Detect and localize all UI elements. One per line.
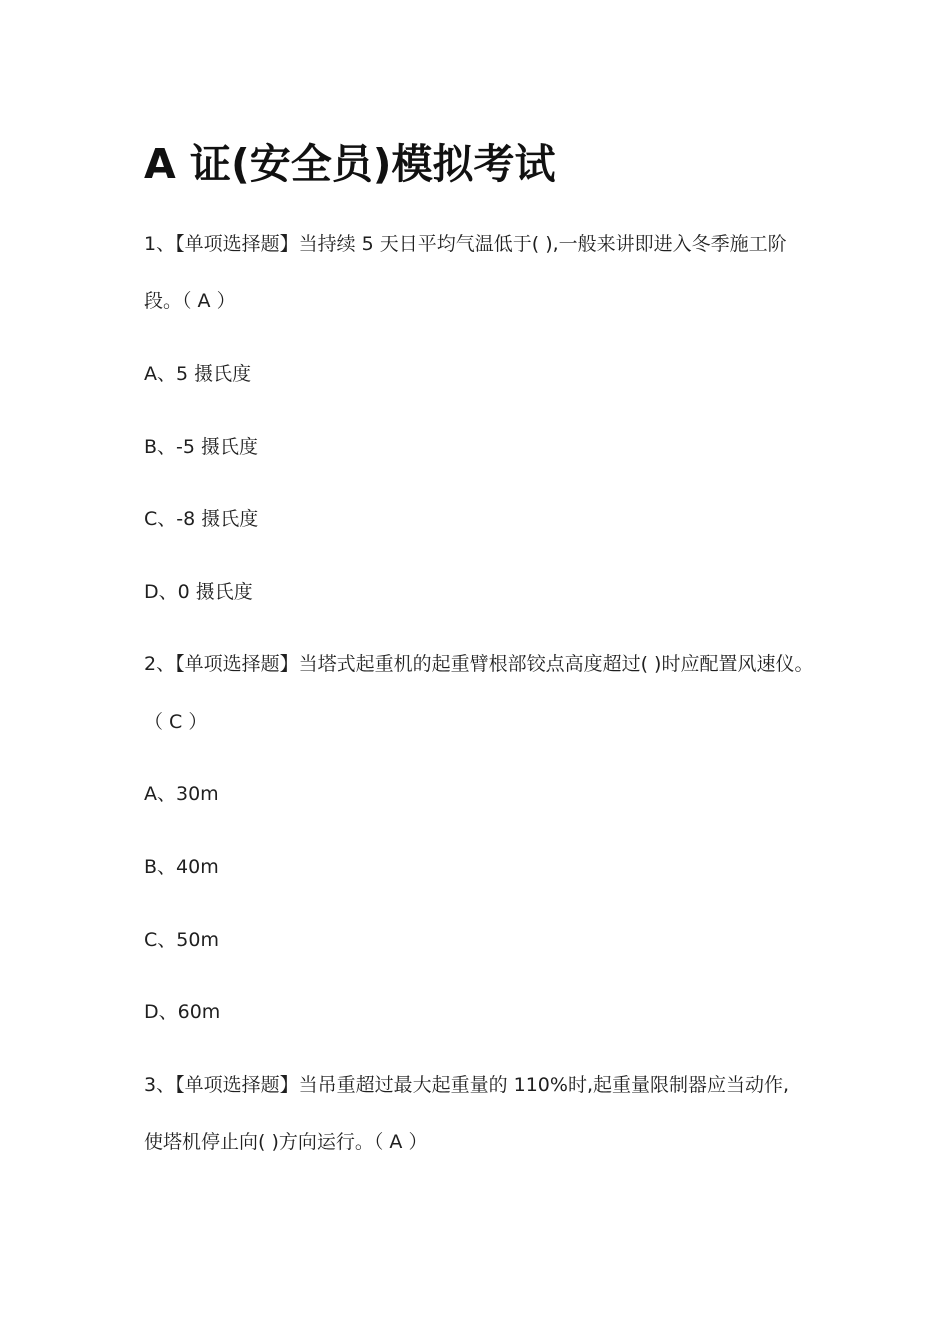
question-1-option-a: A、5 摄氏度 bbox=[144, 363, 252, 385]
question-1-option-b: B、-5 摄氏度 bbox=[144, 436, 259, 458]
question-3-stem-line-1: 3、【单项选择题】当吊重超过最大起重量的 110%时,起重量限制器应当动作, bbox=[144, 1074, 790, 1096]
question-2-option-c: C、50m bbox=[144, 929, 219, 951]
question-3-stem-line-2: 使塔机停止向( )方向运行。（ A ） bbox=[144, 1131, 428, 1153]
question-1-option-c: C、-8 摄氏度 bbox=[144, 508, 259, 530]
question-2-stem-line-1: 2、【单项选择题】当塔式起重机的起重臂根部铰点高度超过( )时应配置风速仪。 bbox=[144, 653, 814, 675]
question-1-option-d: D、0 摄氏度 bbox=[144, 581, 253, 603]
question-2-option-d: D、60m bbox=[144, 1001, 221, 1023]
question-2-stem-line-2: （ C ） bbox=[144, 711, 208, 733]
question-1-stem-line-2: 段。（ A ） bbox=[144, 290, 236, 312]
page-title: A 证(安全员)模拟考试 bbox=[144, 140, 556, 188]
question-2-option-b: B、40m bbox=[144, 856, 219, 878]
question-1-stem-line-1: 1、【单项选择题】当持续 5 天日平均气温低于( ),一般来讲即进入冬季施工阶 bbox=[144, 233, 787, 255]
question-2-option-a: A、30m bbox=[144, 783, 219, 805]
